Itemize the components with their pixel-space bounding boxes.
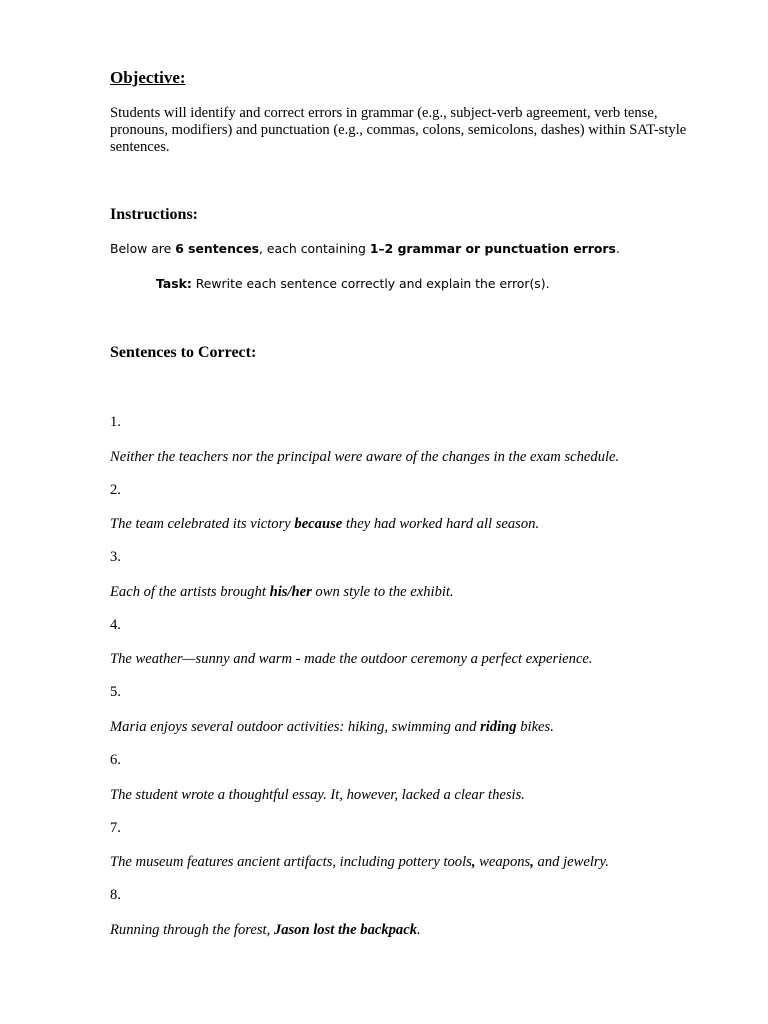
sentence-fragment: The museum features ancient artifacts, including pottery tools — [110, 854, 472, 870]
instructions-text: . — [615, 241, 620, 256]
sentence-fragment: they had worked hard all season. — [342, 516, 540, 532]
instructions-text: Below are — [110, 241, 176, 256]
sentence-fragment: The team celebrated its victory — [110, 516, 295, 532]
sentence-text — [110, 787, 525, 804]
sentence-fragment: Each of the artists brought — [110, 584, 270, 600]
sentence-fragment: Running through the forest, — [110, 922, 274, 938]
sentence-text — [110, 651, 593, 668]
objective-text: Students will identify and correct errors in grammar (e.g., subject-verb agreement, verb tense, pronouns, modifiers) and punctuation (e.g., commas, colons, semicolons, dashes) within SAT-style sentences. — [110, 105, 687, 155]
sentence-emphasis: because — [294, 516, 343, 532]
sentence-fragment: and jewelry. — [533, 854, 609, 870]
task-text: Rewrite each sentence correctly and explain the error(s). — [191, 276, 550, 291]
sentence-fragment: weapons — [475, 854, 531, 870]
sentence-text — [110, 584, 454, 601]
sentence-fragment: The weather—sunny and warm - made the outdoor ceremony a perfect experience. — [110, 651, 593, 667]
sentence-text — [110, 516, 539, 533]
sentence-number: 2. — [110, 482, 121, 498]
sentence-number: 8. — [110, 887, 121, 903]
sentence-number: 5. — [110, 684, 121, 700]
sentence-emphasis: , — [471, 854, 476, 870]
sentence-emphasis: , — [530, 854, 534, 870]
task-line — [156, 276, 550, 291]
sentence-number: 7. — [110, 820, 121, 836]
instructions-emphasis: 1–2 grammar or punctuation errors — [369, 241, 616, 256]
sentence-text — [110, 719, 554, 736]
sentence-number: 4. — [110, 617, 121, 633]
instructions-emphasis: 6 sentences — [175, 241, 260, 256]
sentence-number: 1. — [110, 414, 121, 430]
sentence-fragment: . — [417, 922, 421, 938]
sentence-number: 6. — [110, 752, 121, 768]
sentence-emphasis: his/her — [269, 584, 312, 600]
instructions-text: , each containing — [259, 241, 370, 256]
sentence-text — [110, 449, 619, 466]
sentence-fragment: bikes. — [516, 719, 554, 735]
instructions-line — [110, 241, 620, 256]
sentence-number: 3. — [110, 549, 121, 565]
sentence-text — [110, 854, 609, 871]
sentence-emphasis: Jason lost the backpack — [273, 922, 418, 938]
sentence-fragment: The student wrote a thoughtful essay. It, however, lacked a clear thesis. — [110, 787, 525, 803]
sentence-fragment: own style to the exhibit. — [311, 584, 454, 600]
sentences-heading: Sentences to Correct: — [110, 344, 257, 361]
sentence-fragment: Maria enjoys several outdoor activities: hiking, swimming and — [110, 719, 481, 735]
sentence-text — [110, 922, 421, 939]
task-label: Task: — [156, 276, 192, 291]
sentence-fragment: Neither the teachers nor the principal were aware of the changes in the exam schedule. — [110, 449, 620, 465]
sentence-emphasis: riding — [480, 719, 517, 735]
objective-heading: Objective: — [110, 68, 186, 87]
instructions-heading: Instructions: — [110, 206, 199, 223]
